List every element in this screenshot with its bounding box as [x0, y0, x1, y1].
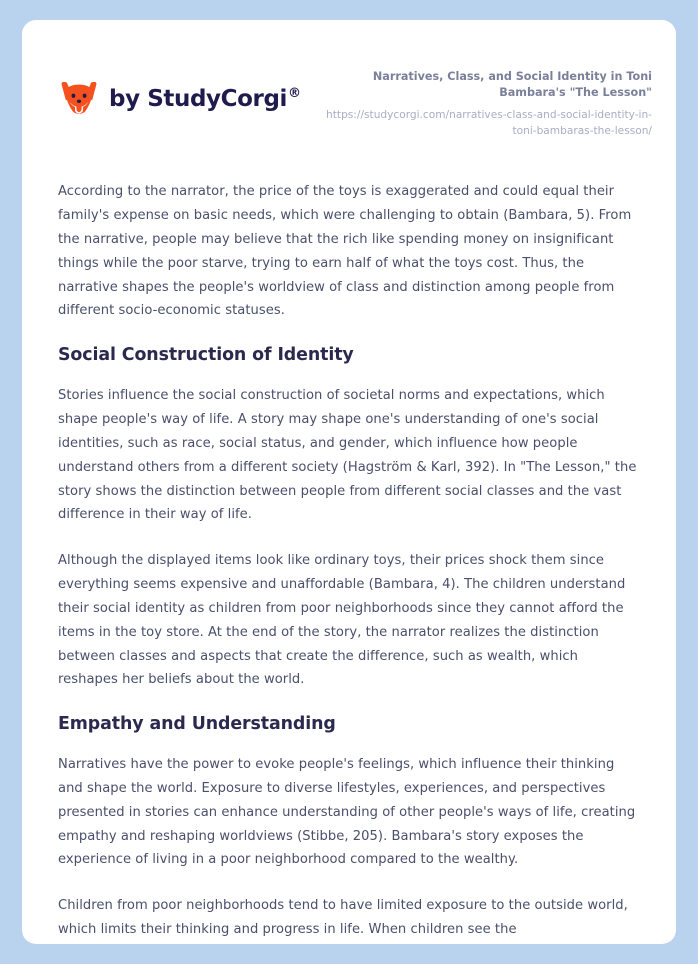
document-title: Narratives, Class, and Social Identity in Toni Bambara's "The Lesson": [372, 70, 652, 100]
registered-trademark-icon: ®: [288, 86, 301, 102]
document-meta: [312, 67, 652, 140]
brand-logo[interactable]: [58, 67, 301, 120]
corgi-logo-icon: [58, 78, 100, 120]
paragraph: Narratives have the power to evoke people's feelings, which influence their thinking and shape the world. Exposure to diverse lifestyles, experiences, and perspectives presented in stories can enhance understanding of other people's ways of life, creating empathy and reshaping worldviews (Stibbe, 205). Bambara's story exposes the experience of living in a poor neighborhood compared to the wealthy.: [58, 757, 636, 868]
paragraph: According to the narrator, the price of the toys is exaggerated and could equal their family's expense on basic needs, which were challenging to obtain (Bambara, 5). From the narrative, people may believe that the rich like spending money on insignificant things while the poor starve, trying to earn half of what the toys cost. Thus, the narrative shapes the people's worldview of class and distinction among people from different socio-economic statuses.: [58, 184, 632, 319]
document-content: [22, 140, 676, 942]
paragraph: Although the displayed items look like ordinary toys, their prices shock them since everything seems expensive and unaffordable (Bambara, 4). The children understand their social identity as children from poor neighborhoods since they cannot afford the items in the toy store. At the end of the story, the narrator realizes the distinction between classes and aspects that create the difference, such as wealth, which reshapes her beliefs about the world.: [58, 553, 626, 688]
document-url[interactable]: https://studycorgi.com/narratives-class-and-social-identity-in-toni-bambaras-the-lesson/: [326, 109, 652, 138]
page-header: [22, 20, 676, 140]
document-page: [22, 20, 676, 944]
paragraph: Children from poor neighborhoods tend to have limited exposure to the outside world, which limits their thinking and progress in life. When children see the: [58, 898, 628, 938]
brand-name-label: by StudyCorgi®: [109, 86, 301, 112]
section-heading: Empathy and Understanding: [58, 714, 336, 735]
paragraph: Stories influence the social construction of societal norms and expectations, which shape people's way of life. A story may shape one's understanding of one's social identities, such as race, social status, and gender, which influence how people understand others from a different society (Hagström & Karl, 392). In "The Lesson," the story shows the distinction between people from different social classes and the vast difference in their way of life.: [58, 388, 637, 523]
section-heading: Social Construction of Identity: [58, 345, 354, 366]
